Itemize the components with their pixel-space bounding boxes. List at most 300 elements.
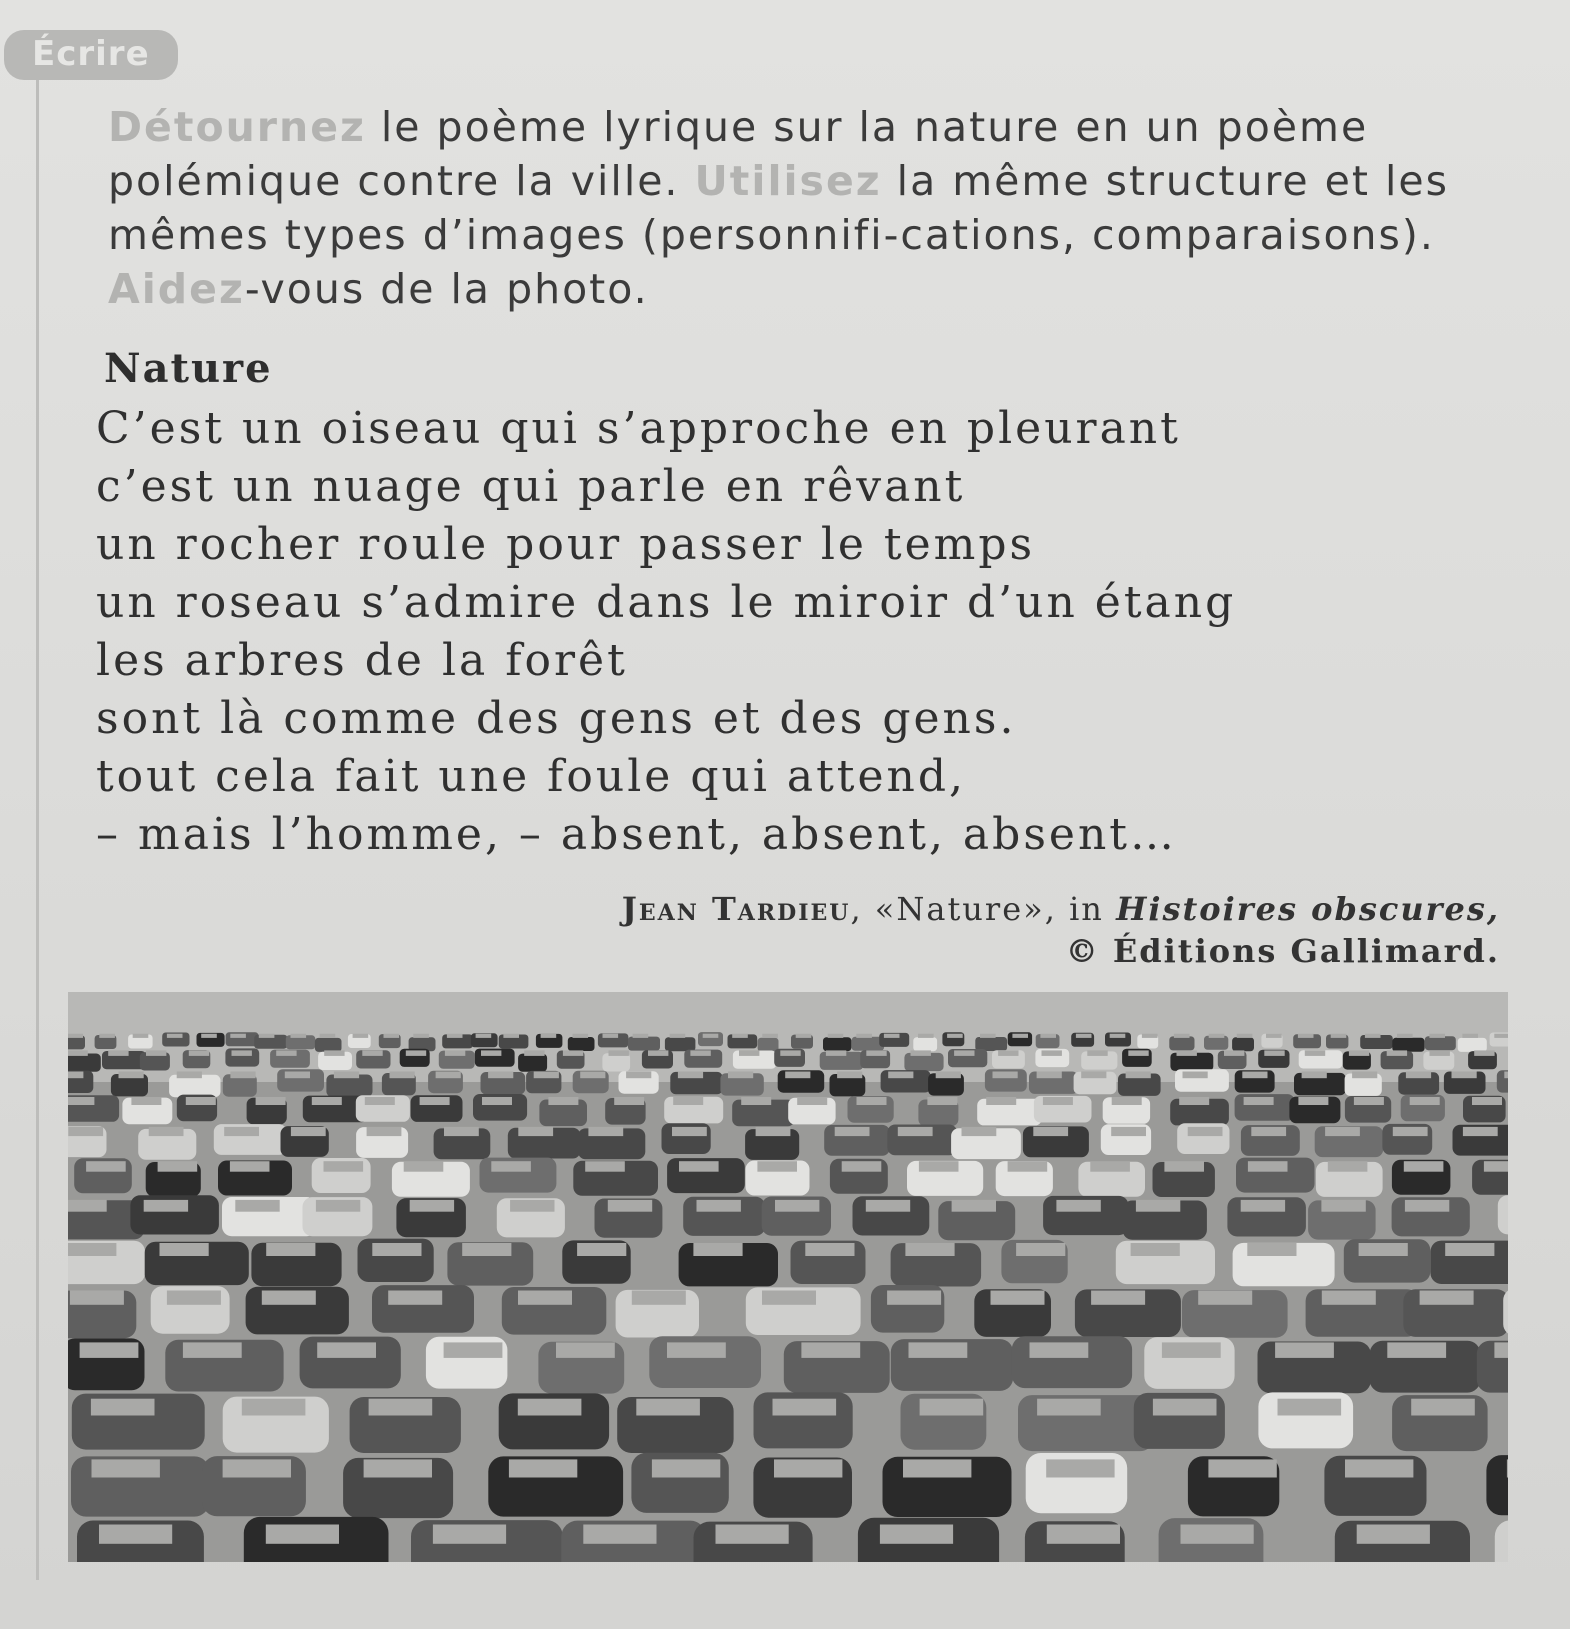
- car-shape: [602, 1053, 630, 1071]
- car-window: [911, 1050, 931, 1056]
- car-window: [866, 1200, 910, 1212]
- car-window: [201, 1034, 217, 1038]
- car-window: [1177, 1050, 1197, 1056]
- car-shape: [823, 1037, 851, 1051]
- car-window: [1016, 1243, 1065, 1256]
- car-window: [186, 1097, 216, 1105]
- car-window: [406, 1050, 426, 1056]
- car-window: [312, 1097, 342, 1105]
- car-window: [1420, 1291, 1474, 1305]
- car-window: [491, 1161, 531, 1172]
- car-window: [673, 1097, 703, 1105]
- car-window: [518, 1291, 572, 1305]
- car-window: [462, 1243, 511, 1256]
- car-window: [133, 1034, 149, 1038]
- car-window: [160, 1243, 209, 1256]
- car-window: [1008, 1161, 1048, 1172]
- poem-body: [96, 400, 1496, 864]
- car-window: [1091, 1291, 1145, 1305]
- car-window: [614, 1097, 644, 1105]
- car-window: [991, 1291, 1045, 1305]
- car-window: [826, 1050, 846, 1056]
- car-window: [390, 1072, 415, 1079]
- car-window: [1224, 1050, 1244, 1056]
- car-window: [1090, 1161, 1130, 1172]
- car-window: [177, 1072, 202, 1079]
- car-window: [1302, 1072, 1327, 1079]
- poem-credit: [622, 888, 1500, 972]
- car-window: [1047, 1525, 1120, 1544]
- car-window: [1275, 1342, 1334, 1358]
- car-window: [362, 1050, 382, 1056]
- car-window: [99, 1525, 172, 1544]
- car-window: [266, 1525, 339, 1544]
- car-window: [1406, 1072, 1431, 1079]
- car-window: [1251, 1127, 1286, 1136]
- car-window: [1331, 1034, 1347, 1038]
- car-window: [672, 1127, 707, 1136]
- poem-line: tout cela fait une foule qui attend,: [96, 751, 967, 802]
- car-window: [1111, 1127, 1146, 1136]
- car-shape: [518, 1054, 547, 1072]
- car-window: [880, 1525, 953, 1544]
- car-window: [1209, 1034, 1225, 1038]
- car-window: [68, 1127, 103, 1136]
- car-window: [980, 1034, 996, 1038]
- car-window: [837, 1072, 862, 1079]
- car-window: [828, 1034, 844, 1038]
- car-window: [780, 1050, 800, 1056]
- car-window: [636, 1399, 700, 1416]
- car-window: [503, 1034, 519, 1038]
- car-window: [1349, 1050, 1369, 1056]
- car-window: [583, 1525, 656, 1544]
- credit-publisher: © Éditions Gallimard.: [1065, 932, 1500, 970]
- car-window: [918, 1034, 934, 1038]
- credit-work: , «Nature», in: [850, 890, 1117, 928]
- instruction-verb: Aidez: [108, 265, 245, 313]
- car-window: [998, 1050, 1018, 1056]
- car-window: [1183, 1072, 1208, 1079]
- car-window: [1242, 1072, 1267, 1079]
- car-window: [242, 1399, 306, 1416]
- car-window: [404, 1161, 444, 1172]
- car-window: [785, 1072, 810, 1079]
- car-shape: [758, 1038, 779, 1052]
- car-window: [920, 1399, 984, 1416]
- car-window: [1030, 1342, 1089, 1358]
- car-window: [413, 1034, 429, 1038]
- car-shape: [913, 1037, 937, 1051]
- car-window: [353, 1034, 369, 1038]
- car-window: [703, 1034, 719, 1038]
- instruction-text: le poème lyrique sur la nature en un poème polémique contre la ville.: [108, 103, 1369, 205]
- car-window: [1387, 1342, 1446, 1358]
- car-window: [1247, 1243, 1296, 1256]
- car-window: [1081, 1072, 1106, 1079]
- car-window: [183, 1342, 242, 1358]
- car-window: [670, 1034, 686, 1038]
- car-window: [947, 1034, 963, 1038]
- credit-author: Jean Tardieu: [621, 890, 851, 928]
- car-window: [481, 1050, 501, 1056]
- car-window: [693, 1243, 742, 1256]
- car-window: [1393, 1127, 1428, 1136]
- car-window: [1208, 1459, 1276, 1477]
- car-window: [1321, 1200, 1365, 1212]
- car-window: [757, 1161, 797, 1172]
- car-window: [648, 1050, 668, 1056]
- car-window: [445, 1050, 465, 1056]
- car-window: [585, 1161, 625, 1172]
- car-shape: [568, 1037, 595, 1051]
- car-window: [888, 1072, 913, 1079]
- car-window: [86, 1161, 126, 1172]
- car-window: [518, 1127, 553, 1136]
- car-window: [1365, 1034, 1381, 1038]
- car-window: [444, 1342, 503, 1358]
- car-window: [68, 1050, 88, 1056]
- car-window: [762, 1034, 778, 1038]
- car-shape: [1204, 1036, 1228, 1050]
- car-window: [1179, 1097, 1209, 1105]
- car-window: [690, 1050, 710, 1056]
- car-window: [1463, 1127, 1498, 1136]
- car-window: [796, 1034, 812, 1038]
- car-shape: [1498, 1195, 1508, 1234]
- car-window: [1012, 1034, 1028, 1038]
- car-window: [857, 1097, 887, 1105]
- car-window: [1322, 1291, 1376, 1305]
- car-window: [773, 1399, 837, 1416]
- car-window: [1037, 1399, 1101, 1416]
- car-window: [433, 1525, 506, 1544]
- car-window: [986, 1097, 1016, 1105]
- car-window: [1040, 1034, 1056, 1038]
- car-window: [1494, 1342, 1508, 1358]
- car-shape: [1486, 1455, 1508, 1515]
- car-window: [1266, 1034, 1282, 1038]
- car-window: [230, 1072, 255, 1079]
- car-window: [541, 1034, 557, 1038]
- poem-line: – mais l’homme, – absent, absent, absent…: [96, 809, 1177, 860]
- traffic-jam-illustration: [68, 992, 1508, 1562]
- car-window: [316, 1200, 360, 1212]
- car-window: [131, 1097, 161, 1105]
- car-window: [563, 1050, 583, 1056]
- car-window: [317, 1342, 376, 1358]
- car-window: [952, 1200, 996, 1212]
- car-window: [510, 1200, 554, 1212]
- car-window: [1164, 1161, 1204, 1172]
- car-window: [68, 1072, 83, 1079]
- car-window: [1411, 1399, 1475, 1416]
- traffic-jam-photo: [68, 992, 1508, 1562]
- car-window: [580, 1072, 605, 1079]
- car-window: [919, 1161, 959, 1172]
- car-window: [905, 1243, 954, 1256]
- car-window: [1507, 1459, 1508, 1477]
- car-window: [1188, 1127, 1223, 1136]
- car-window: [324, 1161, 364, 1172]
- car-window: [1452, 1072, 1477, 1079]
- car-window: [884, 1034, 900, 1038]
- car-window: [898, 1127, 933, 1136]
- car-window: [1248, 1161, 1288, 1172]
- car-window: [1474, 1050, 1494, 1056]
- car-window: [1162, 1342, 1221, 1358]
- car-window: [276, 1050, 296, 1056]
- car-window: [842, 1161, 882, 1172]
- section-badge: Écrire: [4, 30, 178, 80]
- car-window: [1181, 1525, 1254, 1544]
- car-window: [797, 1097, 827, 1105]
- car-window: [774, 1459, 842, 1477]
- car-window: [1174, 1034, 1190, 1038]
- car-window: [1357, 1525, 1430, 1544]
- car-window: [1354, 1097, 1384, 1105]
- car-window: [420, 1097, 450, 1105]
- car-window: [372, 1243, 421, 1256]
- credit-book: Histoires obscures,: [1116, 890, 1500, 928]
- car-window: [1087, 1050, 1107, 1056]
- car-window: [1142, 1034, 1158, 1038]
- exercise-instructions: [108, 100, 1488, 316]
- car-window: [1056, 1200, 1100, 1212]
- car-window: [1042, 1050, 1062, 1056]
- instruction-text: la même structure et les mêmes types d’images (personnifi-cations, comparaisons).: [108, 157, 1449, 259]
- car-window: [119, 1072, 144, 1079]
- car-window: [577, 1243, 626, 1256]
- car-window: [256, 1097, 286, 1105]
- car-window: [384, 1034, 400, 1038]
- car-window: [1198, 1291, 1252, 1305]
- car-shape: [1425, 1036, 1456, 1050]
- car-window: [1136, 1200, 1180, 1212]
- car-window: [866, 1050, 886, 1056]
- car-window: [1405, 1200, 1449, 1212]
- car-window: [903, 1459, 971, 1477]
- car-window: [1278, 1399, 1342, 1416]
- car-shape: [315, 1038, 342, 1052]
- car-window: [1404, 1161, 1444, 1172]
- car-window: [91, 1399, 155, 1416]
- poem-line: c’est un nuage qui parle en rêvant: [96, 461, 966, 512]
- car-window: [447, 1034, 463, 1038]
- car-window: [993, 1072, 1018, 1079]
- car-window: [189, 1050, 209, 1056]
- car-window: [1325, 1127, 1360, 1136]
- car-window: [235, 1200, 279, 1212]
- car-shape: [1458, 1038, 1487, 1052]
- car-window: [633, 1034, 649, 1038]
- car-window: [732, 1034, 748, 1038]
- car-window: [365, 1097, 395, 1105]
- car-window: [716, 1525, 789, 1544]
- car-window: [1153, 1399, 1217, 1416]
- car-window: [149, 1127, 184, 1136]
- car-window: [488, 1072, 513, 1079]
- car-shape: [1169, 1036, 1194, 1050]
- car-window: [158, 1161, 198, 1172]
- car-window: [1328, 1161, 1368, 1172]
- car-window: [367, 1127, 402, 1136]
- car-window: [266, 1243, 315, 1256]
- car-window: [476, 1034, 492, 1038]
- car-window: [1352, 1072, 1377, 1079]
- car-window: [741, 1097, 771, 1105]
- car-window: [1387, 1050, 1407, 1056]
- car-window: [697, 1200, 741, 1212]
- car-window: [364, 1459, 432, 1477]
- car-window: [324, 1050, 344, 1056]
- car-window: [728, 1072, 753, 1079]
- car-window: [68, 1034, 83, 1038]
- poem-line: C’est un oiseau qui s’approche en pleurant: [96, 403, 1181, 454]
- car-window: [108, 1050, 128, 1056]
- car-window: [92, 1459, 160, 1477]
- car-shape: [628, 1037, 660, 1051]
- car-window: [1112, 1097, 1142, 1105]
- car-window: [573, 1034, 589, 1038]
- car-window: [509, 1459, 577, 1477]
- car-window: [230, 1161, 270, 1172]
- instruction-verb: Détournez: [108, 103, 366, 151]
- car-window: [167, 1034, 183, 1038]
- car-window: [334, 1072, 359, 1079]
- car-window: [482, 1097, 512, 1105]
- car-window: [1430, 1050, 1450, 1056]
- car-window: [146, 1050, 166, 1056]
- car-window: [775, 1200, 819, 1212]
- car-window: [608, 1200, 652, 1212]
- car-window: [1033, 1127, 1068, 1136]
- instruction-text: -vous de la photo.: [244, 265, 649, 313]
- car-window: [739, 1050, 759, 1056]
- car-window: [805, 1243, 854, 1256]
- car-window: [80, 1342, 139, 1358]
- car-window: [70, 1291, 124, 1305]
- car-window: [68, 1200, 107, 1212]
- car-window: [291, 1034, 307, 1038]
- poem-line: les arbres de la forêt: [96, 635, 628, 686]
- car-window: [1397, 1034, 1413, 1038]
- car-window: [1359, 1243, 1408, 1256]
- car-window: [1046, 1459, 1114, 1477]
- car-window: [1126, 1072, 1151, 1079]
- car-window: [99, 1034, 115, 1038]
- car-window: [1237, 1034, 1253, 1038]
- car-window: [1076, 1034, 1092, 1038]
- car-window: [223, 1459, 291, 1477]
- car-window: [556, 1342, 615, 1358]
- car-window: [962, 1127, 997, 1136]
- car-window: [224, 1127, 259, 1136]
- car-window: [801, 1342, 860, 1358]
- car-window: [369, 1399, 433, 1416]
- car-window: [410, 1200, 454, 1212]
- car-window: [609, 1050, 629, 1056]
- car-window: [534, 1072, 559, 1079]
- car-window: [1298, 1034, 1314, 1038]
- car-window: [678, 1072, 703, 1079]
- car-shape: [68, 1054, 101, 1072]
- car-window: [1472, 1097, 1502, 1105]
- car-window: [1504, 1072, 1508, 1079]
- car-window: [1131, 1243, 1180, 1256]
- car-window: [259, 1034, 275, 1038]
- car-window: [652, 1459, 720, 1477]
- car-window: [444, 1127, 479, 1136]
- car-shape: [665, 1037, 696, 1051]
- car-window: [835, 1127, 870, 1136]
- car-window: [144, 1200, 188, 1212]
- instruction-verb: Utilisez: [694, 157, 882, 205]
- car-window: [756, 1127, 791, 1136]
- car-window: [68, 1097, 94, 1105]
- car-window: [626, 1072, 651, 1079]
- car-window: [1429, 1034, 1445, 1038]
- car-window: [1484, 1161, 1508, 1172]
- car-window: [887, 1291, 941, 1305]
- car-window: [320, 1034, 336, 1038]
- car-window: [1110, 1034, 1126, 1038]
- car-window: [518, 1399, 582, 1416]
- car-window: [1037, 1072, 1062, 1079]
- car-window: [1298, 1097, 1328, 1105]
- car-window: [230, 1034, 246, 1038]
- car-window: [1345, 1459, 1413, 1477]
- car-window: [285, 1072, 310, 1079]
- car-window: [1241, 1200, 1285, 1212]
- car-window: [954, 1050, 974, 1056]
- car-window: [388, 1291, 442, 1305]
- margin-rule: [36, 80, 39, 1580]
- car-window: [1494, 1034, 1508, 1038]
- car-window: [436, 1072, 461, 1079]
- car-window: [679, 1161, 719, 1172]
- car-shape: [1392, 1038, 1424, 1052]
- car-shape: [975, 1037, 1007, 1051]
- car-window: [1264, 1050, 1284, 1056]
- car-shape: [1232, 1037, 1254, 1051]
- car-window: [856, 1034, 872, 1038]
- car-window: [524, 1050, 544, 1056]
- car-window: [909, 1342, 968, 1358]
- poem-line: sont là comme des gens et des gens.: [96, 693, 1017, 744]
- poem-line: un roseau s’admire dans le miroir d’un étang: [96, 577, 1237, 628]
- car-window: [1305, 1050, 1325, 1056]
- car-window: [762, 1291, 816, 1305]
- car-window: [1244, 1097, 1274, 1105]
- car-window: [1410, 1097, 1440, 1105]
- car-window: [1445, 1243, 1494, 1256]
- car-window: [291, 1127, 326, 1136]
- car-window: [68, 1243, 116, 1256]
- car-window: [1043, 1097, 1073, 1105]
- poem-title: Nature: [104, 345, 273, 392]
- car-window: [603, 1034, 619, 1038]
- car-window: [167, 1291, 221, 1305]
- poem-line: un rocher roule pour passer le temps: [96, 519, 1036, 570]
- car-window: [1462, 1034, 1478, 1038]
- car-window: [667, 1342, 726, 1358]
- car-window: [262, 1291, 316, 1305]
- car-window: [632, 1291, 686, 1305]
- car-window: [588, 1127, 623, 1136]
- car-window: [1128, 1050, 1148, 1056]
- car-window: [927, 1097, 957, 1105]
